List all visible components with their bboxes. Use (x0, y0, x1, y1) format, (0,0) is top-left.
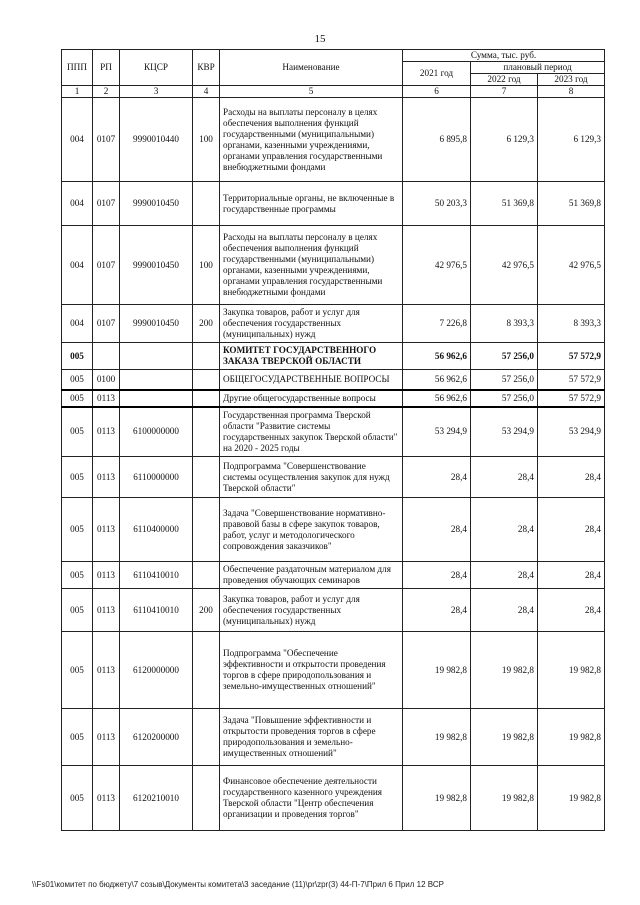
table-row (62, 709, 605, 766)
header-kcsr: КЦСР (120, 50, 193, 86)
cell-v2023: 19 982,8 (538, 709, 605, 766)
cell-kvr (193, 182, 220, 226)
cell-v2021: 19 982,8 (403, 709, 471, 766)
cell-ppp: 005 (62, 343, 93, 370)
table-row (62, 182, 605, 226)
header-2022: 2022 год (471, 74, 538, 86)
cell-ppp: 005 (62, 498, 93, 562)
table-row (62, 305, 605, 343)
cell-v2021: 19 982,8 (403, 766, 471, 831)
cell-v2021: 28,4 (403, 457, 471, 498)
cell-v2021: 56 962,6 (403, 390, 471, 407)
cell-kcsr: 6120200000 (120, 709, 193, 766)
column-index: 4 (193, 86, 220, 98)
cell-ppp: 005 (62, 589, 93, 632)
page-number: 15 (314, 33, 326, 45)
cell-ppp: 005 (62, 457, 93, 498)
column-index: 5 (220, 86, 403, 98)
cell-rp: 0107 (93, 305, 120, 343)
cell-ppp: 004 (62, 226, 93, 305)
table-row (62, 226, 605, 305)
cell-name: Другие общегосударственные вопросы (220, 390, 403, 407)
cell-rp: 0113 (93, 709, 120, 766)
cell-rp: 0107 (93, 182, 120, 226)
cell-ppp: 004 (62, 305, 93, 343)
cell-ppp: 005 (62, 390, 93, 407)
cell-kcsr: 9990010440 (120, 98, 193, 182)
cell-kvr (193, 457, 220, 498)
cell-kvr (193, 498, 220, 562)
header-2021: 2021 год (403, 62, 471, 86)
cell-ppp: 005 (62, 632, 93, 709)
cell-ppp: 005 (62, 766, 93, 831)
cell-kvr (193, 632, 220, 709)
cell-v2023: 6 129,3 (538, 98, 605, 182)
cell-rp: 0113 (93, 498, 120, 562)
header-ppp: ППП (62, 50, 93, 86)
cell-kcsr (120, 390, 193, 407)
cell-kvr (193, 709, 220, 766)
table-body (62, 86, 605, 831)
cell-kvr (193, 766, 220, 831)
table-row (62, 98, 605, 182)
cell-v2023: 53 294,9 (538, 407, 605, 457)
cell-v2023: 28,4 (538, 457, 605, 498)
column-index: 8 (538, 86, 605, 98)
cell-v2021: 50 203,3 (403, 182, 471, 226)
cell-kvr (193, 407, 220, 457)
cell-v2023: 57 572,9 (538, 390, 605, 407)
cell-name: Задача "Повышение эффективности и открытости проведения торгов в сфере природопользования и земельно-имущественных отношений" (220, 709, 403, 766)
table-row (62, 632, 605, 709)
cell-ppp: 004 (62, 98, 93, 182)
cell-ppp: 005 (62, 562, 93, 589)
cell-kcsr: 6100000000 (120, 407, 193, 457)
cell-kcsr: 6120210010 (120, 766, 193, 831)
cell-v2022: 28,4 (471, 457, 538, 498)
cell-name: Подпрограмма "Обеспечение эффективности и открытости проведения торгов в сфере природопользования и земельно-имущественных отношений" (220, 632, 403, 709)
header-planned-period: плановый период (471, 62, 605, 74)
cell-v2021: 28,4 (403, 589, 471, 632)
cell-v2023: 57 572,9 (538, 343, 605, 370)
cell-name: ОБЩЕГОСУДАРСТВЕННЫЕ ВОПРОСЫ (220, 370, 403, 390)
cell-name: Задача "Совершенствование нормативно-правовой базы в сфере закупок товаров, работ, услуг и методологического сопровождения заказчиков" (220, 498, 403, 562)
cell-v2021: 7 226,8 (403, 305, 471, 343)
cell-v2022: 42 976,5 (471, 226, 538, 305)
header-2023: 2023 год (538, 74, 605, 86)
budget-table (61, 49, 605, 831)
cell-v2022: 57 256,0 (471, 390, 538, 407)
cell-v2021: 28,4 (403, 562, 471, 589)
cell-name: Расходы на выплаты персоналу в целях обеспечения выполнения функций государственными (муниципальными) органами, казенными учреждениями, органами управления государственными внебюджетными фондами (220, 226, 403, 305)
cell-rp: 0113 (93, 632, 120, 709)
cell-kvr: 200 (193, 305, 220, 343)
cell-v2022: 19 982,8 (471, 709, 538, 766)
cell-kvr (193, 390, 220, 407)
cell-v2023: 42 976,5 (538, 226, 605, 305)
cell-rp: 0107 (93, 226, 120, 305)
cell-rp: 0113 (93, 407, 120, 457)
cell-kvr: 100 (193, 226, 220, 305)
cell-v2022: 19 982,8 (471, 766, 538, 831)
cell-kcsr (120, 343, 193, 370)
cell-rp: 0113 (93, 390, 120, 407)
cell-v2023: 57 572,9 (538, 370, 605, 390)
cell-kcsr (120, 370, 193, 390)
cell-rp: 0113 (93, 766, 120, 831)
cell-kcsr: 6110000000 (120, 457, 193, 498)
cell-rp: 0107 (93, 98, 120, 182)
cell-name: Расходы на выплаты персоналу в целях обеспечения выполнения функций государственными (муниципальными) органами, казенными учреждениями, органами управления государственными внебюджетными фондами (220, 98, 403, 182)
cell-kcsr: 9990010450 (120, 305, 193, 343)
cell-v2023: 19 982,8 (538, 632, 605, 709)
cell-v2021: 56 962,6 (403, 343, 471, 370)
cell-v2021: 53 294,9 (403, 407, 471, 457)
cell-v2023: 28,4 (538, 562, 605, 589)
cell-v2022: 6 129,3 (471, 98, 538, 182)
cell-v2021: 6 895,8 (403, 98, 471, 182)
header-kvr: КВР (193, 50, 220, 86)
header-sum: Сумма, тыс. руб. (403, 50, 605, 62)
cell-v2023: 51 369,8 (538, 182, 605, 226)
cell-kcsr: 6110410010 (120, 589, 193, 632)
table-row (62, 370, 605, 390)
cell-v2023: 8 393,3 (538, 305, 605, 343)
cell-kcsr: 6120000000 (120, 632, 193, 709)
cell-v2023: 28,4 (538, 589, 605, 632)
cell-kvr: 100 (193, 98, 220, 182)
table-row (62, 589, 605, 632)
cell-name: Государственная программа Тверской области "Развитие системы государственных закупок Тверской области" на 2020 - 2025 годы (220, 407, 403, 457)
table-row (62, 457, 605, 498)
cell-v2022: 57 256,0 (471, 370, 538, 390)
cell-kcsr: 9990010450 (120, 226, 193, 305)
cell-v2022: 8 393,3 (471, 305, 538, 343)
cell-kvr: 200 (193, 589, 220, 632)
header-name: Наименование (220, 50, 403, 86)
cell-v2021: 42 976,5 (403, 226, 471, 305)
cell-v2021: 19 982,8 (403, 632, 471, 709)
cell-v2022: 28,4 (471, 589, 538, 632)
cell-ppp: 005 (62, 370, 93, 390)
table-row (62, 766, 605, 831)
column-index: 7 (471, 86, 538, 98)
cell-rp (93, 343, 120, 370)
table-row (62, 407, 605, 457)
cell-name: КОМИТЕТ ГОСУДАРСТВЕННОГО ЗАКАЗА ТВЕРСКОЙ ОБЛАСТИ (220, 343, 403, 370)
cell-kcsr: 6110410010 (120, 562, 193, 589)
cell-rp: 0113 (93, 457, 120, 498)
table-row (62, 390, 605, 407)
cell-v2022: 53 294,9 (471, 407, 538, 457)
cell-kvr (193, 370, 220, 390)
table-row (62, 498, 605, 562)
cell-name: Территориальные органы, не включенные в государственные программы (220, 182, 403, 226)
cell-ppp: 004 (62, 182, 93, 226)
cell-name: Финансовое обеспечение деятельности государственного казенного учреждения Тверской области "Центр обеспечения организации и проведения торгов" (220, 766, 403, 831)
cell-kvr (193, 343, 220, 370)
file-path-footer: \\Fs01\комитет по бюджету\7 созыв\Документы комитета\3 заседание (11)\pr\zpr(3) 44-П-7\Прил 6 Прил 12 ВСР (32, 880, 444, 889)
cell-name: Обеспечение раздаточным материалом для проведения обучающих семинаров (220, 562, 403, 589)
cell-ppp: 005 (62, 709, 93, 766)
cell-v2022: 28,4 (471, 562, 538, 589)
cell-kcsr: 9990010450 (120, 182, 193, 226)
cell-kcsr: 6110400000 (120, 498, 193, 562)
column-index: 3 (120, 86, 193, 98)
cell-v2022: 19 982,8 (471, 632, 538, 709)
cell-v2022: 28,4 (471, 498, 538, 562)
table-row (62, 343, 605, 370)
header-rp: РП (93, 50, 120, 86)
cell-kvr (193, 562, 220, 589)
cell-v2023: 28,4 (538, 498, 605, 562)
cell-name: Подпрограмма "Совершенствование системы осуществления закупок для нужд Тверской области" (220, 457, 403, 498)
cell-ppp: 005 (62, 407, 93, 457)
cell-v2023: 19 982,8 (538, 766, 605, 831)
cell-name: Закупка товаров, работ и услуг для обеспечения государственных (муниципальных) нужд (220, 305, 403, 343)
cell-v2021: 56 962,6 (403, 370, 471, 390)
cell-v2021: 28,4 (403, 498, 471, 562)
cell-v2022: 51 369,8 (471, 182, 538, 226)
column-index: 1 (62, 86, 93, 98)
cell-name: Закупка товаров, работ и услуг для обеспечения государственных (муниципальных) нужд (220, 589, 403, 632)
cell-rp: 0113 (93, 562, 120, 589)
column-index: 2 (93, 86, 120, 98)
column-index-row (62, 86, 605, 98)
cell-rp: 0113 (93, 589, 120, 632)
cell-v2022: 57 256,0 (471, 343, 538, 370)
cell-rp: 0100 (93, 370, 120, 390)
column-index: 6 (403, 86, 471, 98)
table-row (62, 562, 605, 589)
